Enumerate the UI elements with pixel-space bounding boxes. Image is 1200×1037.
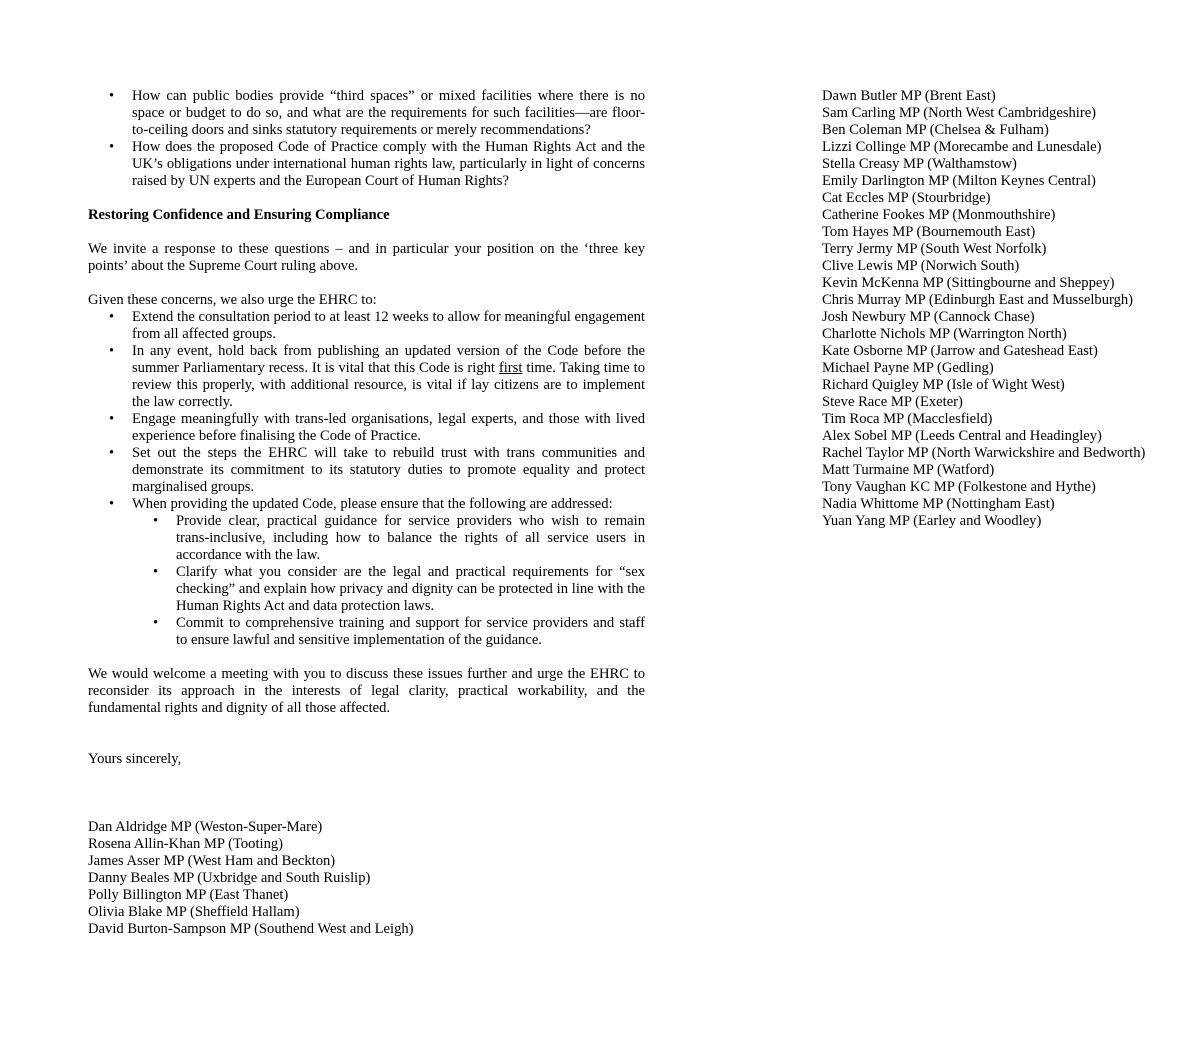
sub-item-guidance: • Provide clear, practical guidance for service providers who wish to remain trans-inclusive, including how to balance the rights of all service users in accordance with the law. xyxy=(132,513,645,564)
signatory: Emily Darlington MP (Milton Keynes Central) xyxy=(822,173,1096,189)
urge-intro: Given these concerns, we also urge the EHRC to: xyxy=(88,292,377,308)
signatory: Rachel Taylor MP (North Warwickshire and Bedworth) xyxy=(822,445,1146,461)
signatory: Steve Race MP (Exeter) xyxy=(822,394,963,410)
signatory: Ben Coleman MP (Chelsea & Fulham) xyxy=(822,122,1049,138)
signatory: Kate Osborne MP (Jarrow and Gateshead East) xyxy=(822,343,1098,359)
signatory: David Burton-Sampson MP (Southend West and Leigh) xyxy=(88,921,414,937)
signatory: Cat Eccles MP (Stourbridge) xyxy=(822,190,991,206)
question-human-rights: • How does the proposed Code of Practice comply with the Human Rights Act and the UK’s obligations under international human rights law, particularly in light of concerns raised by UN experts and the European Court of Human Rights? xyxy=(88,139,645,190)
signatory: Dawn Butler MP (Brent East) xyxy=(822,88,996,104)
signatory: Charlotte Nichols MP (Warrington North) xyxy=(822,326,1067,342)
signatory: Michael Payne MP (Gedling) xyxy=(822,360,994,376)
question-third-spaces: • How can public bodies provide “third spaces” or mixed facilities where there is no space or budget to do so, and what are the requirements for such facilities—are floor-to-ceiling doors and sinks statutory requirements or merely recommendations? xyxy=(88,88,645,139)
updated-code-sublist xyxy=(132,513,645,649)
invite-paragraph: We invite a response to these questions – and in particular your position on the ‘three key points’ about the Supreme Court ruling above. xyxy=(88,241,645,274)
signatory: Tim Roca MP (Macclesfield) xyxy=(822,411,993,427)
signatory: Richard Quigley MP (Isle of Wight West) xyxy=(822,377,1065,393)
questions-list xyxy=(88,88,645,190)
signatory: Catherine Fookes MP (Monmouthshire) xyxy=(822,207,1056,223)
signatory: Danny Beales MP (Uxbridge and South Ruislip) xyxy=(88,870,371,886)
signatories-left xyxy=(88,819,645,938)
letter-left-column xyxy=(88,88,645,938)
signatory: Sam Carling MP (North West Cambridgeshire) xyxy=(822,105,1097,121)
signatory: Matt Turmaine MP (Watford) xyxy=(822,462,995,478)
section-heading: Restoring Confidence and Ensuring Compliance xyxy=(88,207,390,223)
urge-item-extend: • Extend the consultation period to at least 12 weeks to allow for meaningful engagement from all affected groups. xyxy=(88,309,645,343)
signatory: Clive Lewis MP (Norwich South) xyxy=(822,258,1020,274)
signatory: Olivia Blake MP (Sheffield Hallam) xyxy=(88,904,300,920)
hold-back-text-end: time. Taking time to review this properly, with additional resource, is vital if lay citizens are to implement the law correctly. xyxy=(132,360,645,410)
signatory: Kevin McKenna MP (Sittingbourne and Sheppey) xyxy=(822,275,1115,291)
urge-item-rebuild: • Set out the steps the EHRC will take to rebuild trust with trans communities and demonstrate its commitment to its statutory duties to promote equality and protect marginalised groups. xyxy=(88,445,645,496)
signatory: Dan Aldridge MP (Weston-Super-Mare) xyxy=(88,819,323,835)
closing: Yours sincerely, xyxy=(88,751,182,767)
signatory: Josh Newbury MP (Cannock Chase) xyxy=(822,309,1035,325)
signatory: Yuan Yang MP (Earley and Woodley) xyxy=(822,513,1042,529)
hold-back-text: In any event, hold back from publishing an updated version of the Code before the summer Parliamentary recess. It is vital that this Code is right xyxy=(132,343,645,376)
signatories-right xyxy=(822,88,1182,530)
updated-code-intro: When providing the updated Code, please ensure that the following are addressed: xyxy=(132,496,613,512)
signatory: Chris Murray MP (Edinburgh East and Musselburgh) xyxy=(822,292,1134,308)
signatory: Lizzi Collinge MP (Morecambe and Lunesdale) xyxy=(822,139,1102,155)
signatory: Tony Vaughan KC MP (Folkestone and Hythe) xyxy=(822,479,1096,495)
first-underlined: first xyxy=(498,360,523,376)
signatory: Alex Sobel MP (Leeds Central and Headingley) xyxy=(822,428,1102,444)
meeting-paragraph: We would welcome a meeting with you to discuss these issues further and urge the EHRC to reconsider its approach in the interests of legal clarity, practical workability, and the fundamental rights and dignity of all those affected. xyxy=(88,666,645,716)
urge-item-hold-back xyxy=(88,343,645,411)
urge-item-engage: • Engage meaningfully with trans-led organisations, legal experts, and those with lived experience before finalising the Code of Practice. xyxy=(88,411,645,445)
signatory: Tom Hayes MP (Bournemouth East) xyxy=(822,224,1036,240)
signatory: Terry Jermy MP (South West Norfolk) xyxy=(822,241,1047,257)
sub-item-training: • Commit to comprehensive training and support for service providers and staff to ensure lawful and sensitive implementation of the guidance. xyxy=(132,615,645,649)
signatory: James Asser MP (West Ham and Beckton) xyxy=(88,853,336,869)
signatory: Stella Creasy MP (Walthamstow) xyxy=(822,156,1017,172)
urge-item-updated-code xyxy=(88,496,645,649)
signatory: Rosena Allin-Khan MP (Tooting) xyxy=(88,836,284,852)
urge-list xyxy=(88,309,645,649)
sub-item-sex-checking: • Clarify what you consider are the legal and practical requirements for “sex checking” and explain how privacy and dignity can be protected in line with the Human Rights Act and data protection laws. xyxy=(132,564,645,615)
signatory: Polly Billington MP (East Thanet) xyxy=(88,887,289,903)
signatory: Nadia Whittome MP (Nottingham East) xyxy=(822,496,1055,512)
